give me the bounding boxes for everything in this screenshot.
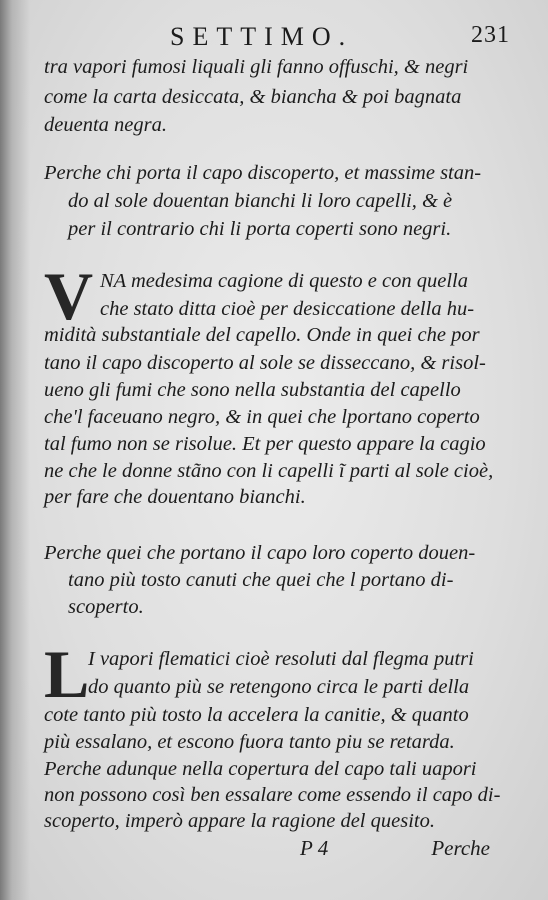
catchword: Perche (431, 836, 490, 860)
question-line: Perche chi porta il capo discoperto, et massime stan- (44, 162, 482, 184)
answer-line: I vapori flematici cioè resoluti dal flegma putri (88, 648, 474, 670)
page-footer (300, 836, 490, 866)
answer-line: che'l faceuano negro, & in quei che lportano coperto (44, 406, 480, 428)
running-title: SETTIMO. (170, 22, 354, 51)
question-line: do al sole douentan bianchi li loro capelli, & è (68, 190, 453, 212)
answer-line: cote tanto più tosto la accelera la canitie, & quanto (44, 704, 469, 726)
answer-line: midità substantiale del capello. Onde in quei che por (44, 324, 480, 346)
signature-mark: P 4 (300, 836, 329, 860)
drop-cap: L (44, 636, 90, 712)
text-line: deuenta negra. (44, 114, 167, 136)
binding-shadow (0, 0, 30, 900)
question-line: Perche quei che portano il capo loro coperto douen- (44, 542, 476, 564)
question-line: tano più tosto canuti che quei che l portano di- (68, 569, 454, 591)
text-line: tra vapori fumosi liquali gli fanno offuschi, & negri (44, 56, 469, 78)
answer-line: più essalano, et escono fuora tanto piu se retarda. (44, 731, 455, 753)
answer-line: ne che le donne stãno con li capelli ĩ parti al sole cioè, (44, 460, 494, 482)
answer-line: do quanto più se retengono circa le parti della (88, 676, 470, 698)
drop-cap: V (44, 258, 94, 334)
answer-line: ueno gli fumi che sono nella substantia del capello (44, 379, 461, 401)
answer-line: NA medesima cagione di questo e con quella (100, 270, 468, 292)
answer-line: tal fumo non se risolue. Et per questo appare la cagio (44, 433, 486, 455)
question-line: per il contrario chi li porta coperti sono negri. (68, 218, 452, 240)
question-line: scoperto. (68, 596, 144, 618)
answer-line: tano il capo discoperto al sole se disseccano, & risol- (44, 352, 486, 374)
answer-line: scoperto, imperò appare la ragione del quesito. (44, 810, 435, 832)
answer-line: Perche adunque nella copertura del capo tali uapori (44, 758, 477, 780)
text-line: come la carta desiccata, & biancha & poi bagnata (44, 86, 462, 108)
answer-line: per fare che douentano bianchi. (44, 486, 306, 508)
running-head (170, 22, 510, 52)
answer-line: non possono così ben essalare come essendo il capo di- (44, 784, 501, 806)
answer-line: che stato ditta cioè per desiccatione della hu- (100, 298, 475, 320)
page-number: 231 (471, 22, 510, 48)
